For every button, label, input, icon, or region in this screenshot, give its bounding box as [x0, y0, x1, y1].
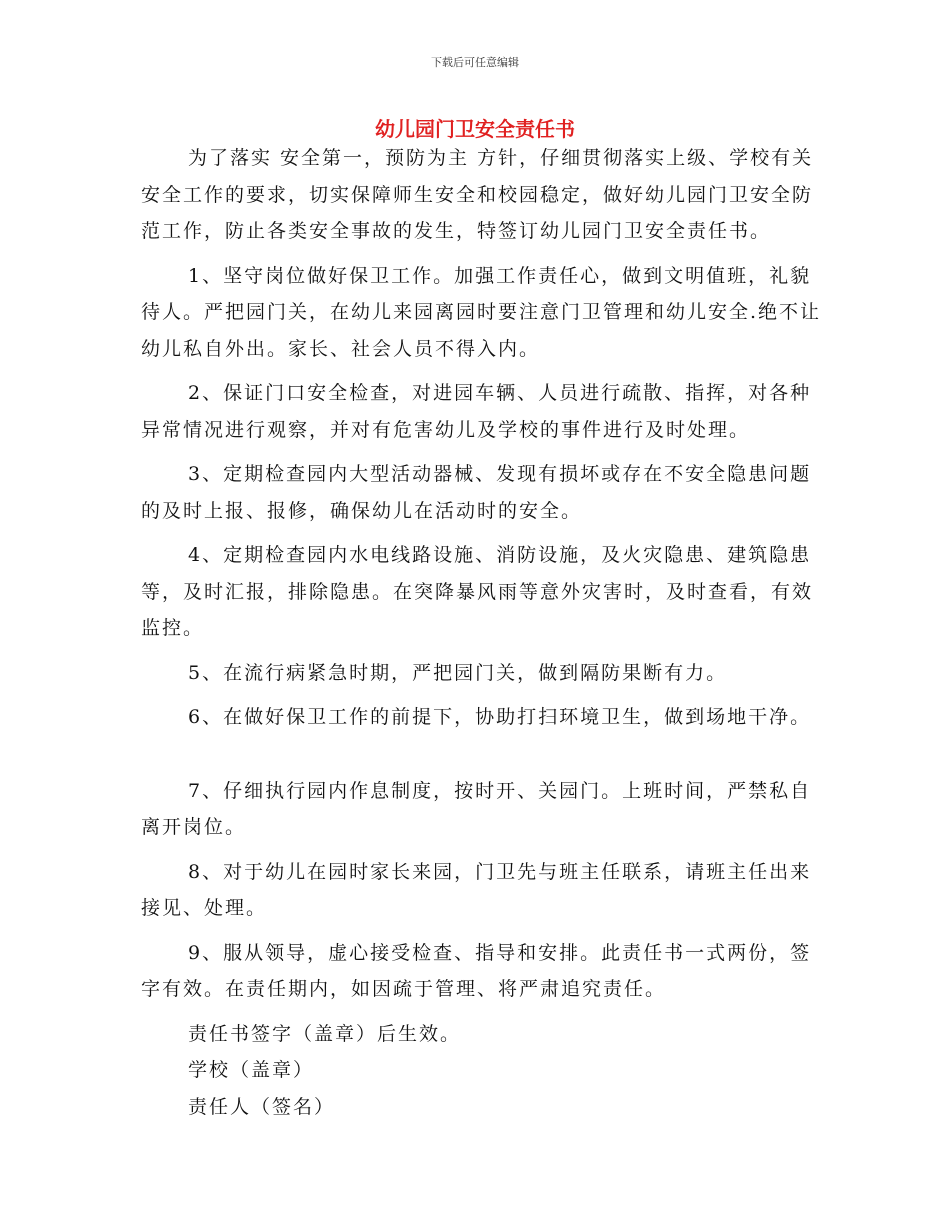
intro-paragraph: 为了落实 安全第一，预防为主 方针，仔细贯彻落实上级、学校有关安全工作的要求，切实保障师生安全和校园稳定，做好幼儿园门卫安全防范工作，防止各类安全事故的发生，特签订幼儿园门卫安全责任书。	[141, 147, 814, 242]
clause-7: 7、仔细执行园内作息制度，按时开、关园门。上班时间，严禁私自离开岗位。	[141, 779, 812, 838]
clause-2: 2、保证门口安全检查，对进园车辆、人员进行疏散、指挥，对各种异常情况进行观察，并对有危害幼儿及学校的事件进行及时处理。	[141, 382, 812, 441]
clause-6: 6、在做好保卫工作的前提下，协助打扫环境卫生，做到场地干净。	[188, 706, 812, 728]
document-body	[141, 140, 831, 1125]
clause-9: 9、服从领导，虚心接受检查、指导和安排。此责任书一式两份，签字有效。在责任期内，如因疏于管理、将严肃追究责任。	[141, 941, 812, 1000]
effective-line: 责任书签字（盖章）后生效。	[188, 1022, 462, 1045]
school-seal-line: 学校（盖章）	[188, 1059, 315, 1081]
clause-1: 1、坚守岗位做好保卫工作。加强工作责任心，做到文明值班，礼貌待人。严把园门关，在幼儿来园离园时要注意门卫管理和幼儿安全.绝不让幼儿私自外出。家长、社会人员不得入内。	[141, 264, 822, 360]
clause-4: 4、定期检查园内水电线路设施、消防设施，及火灾隐患、建筑隐患等，及时汇报，排除隐患。在突降暴风雨等意外灾害时，及时查看，有效监控。	[141, 544, 814, 639]
document-title: 幼儿园门卫安全责任书	[375, 117, 575, 141]
header-note: 下载后可任意编辑	[431, 56, 519, 69]
clause-5: 5、在流行病紧急时期，严把园门关，做到隔防果断有力。	[188, 661, 728, 684]
clause-8: 8、对于幼儿在园时家长来园，门卫先与班主任联系，请班主任出来接见、处理。	[141, 860, 812, 919]
clause-3: 3、定期检查园内大型活动器械、发现有损坏或存在不安全隐患问题的及时上报、报修，确保幼儿在活动时的安全。	[141, 463, 812, 522]
responsible-person-line: 责任人（签名）	[188, 1095, 336, 1118]
